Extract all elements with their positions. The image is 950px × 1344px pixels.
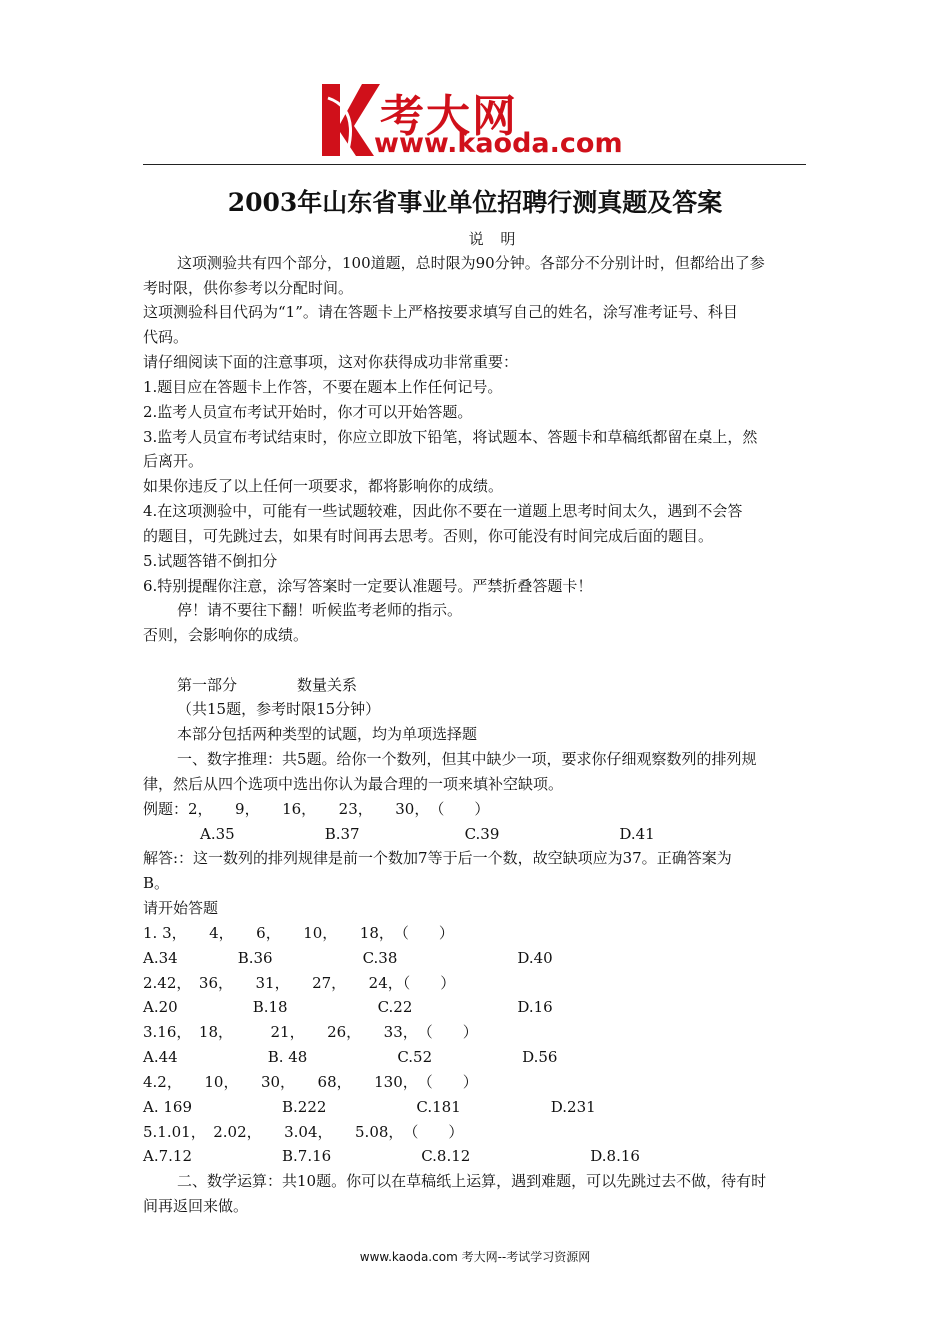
options-line: A. 169 B.222 C.181 D.231: [143, 1098, 596, 1116]
options-line: A.7.12 B.7.16 C.8.12 D.8.16: [143, 1147, 640, 1165]
logo-url-text: www.kaoda.com: [374, 128, 623, 159]
k-logo-icon: [318, 80, 382, 158]
text-line: （共15题，参考时限15分钟）: [177, 700, 381, 718]
question-line: 5.1.01， 2.02， 3.04， 5.08， （ ）: [143, 1123, 464, 1141]
text-line: 请仔细阅读下面的注意事项，这对你获得成功非常重要：: [143, 353, 519, 371]
text-line: 2.监考人员宣布考试开始时，你才可以开始答题。: [143, 403, 473, 421]
question-line: 3.16， 18， 21， 26， 33， （ ）: [143, 1023, 478, 1041]
logo-chinese-text: 考大网: [380, 91, 518, 142]
text-line: 解答:：这一数列的排列规律是前一个数加7等于后一个数，故空缺项应为37。正确答案为: [143, 849, 732, 867]
text-line: 1.题目应在答题卡上作答，不要在题本上作任何记号。: [143, 378, 503, 396]
text-line: 3.监考人员宣布考试结束时，你应立即放下铅笔，将试题本、答题卡和草稿纸都留在桌上，然: [143, 428, 758, 446]
text-line: 律，然后从四个选项中选出你认为最合理的一项来填补空缺项。: [143, 775, 564, 793]
text-line: 如果你违反了以上任何一项要求，都将影响你的成绩。: [143, 477, 504, 495]
text-line: 请开始答题: [143, 899, 219, 917]
options-line: A.44 B. 48 C.52 D.56: [143, 1048, 558, 1066]
text-line: 停！请不要往下翻！听候监考老师的指示。: [177, 601, 463, 619]
text-line: B。: [143, 874, 170, 892]
kaoda-logo: [318, 80, 648, 160]
text-line: 代码。: [143, 328, 189, 346]
text-line: 考时限，供你参考以分配时间。: [143, 279, 354, 297]
page-footer: www.kaoda.com 考大网--考试学习资源网: [359, 1250, 591, 1264]
document-title: 2003年山东省事业单位招聘行测真题及答案: [227, 188, 723, 217]
options-line: A.20 B.18 C.22 D.16: [143, 998, 553, 1016]
text-line: 本部分包括两种类型的试题，均为单项选择题: [177, 725, 478, 743]
question-line: 2.42， 36， 31， 27， 24，（ ）: [143, 974, 456, 992]
header-divider: [143, 164, 806, 165]
text-line: 否则，会影响你的成绩。: [143, 626, 309, 644]
question-line: 4.2， 10， 30， 68， 130， （ ）: [143, 1073, 478, 1091]
text-line: 一、数字推理：共5题。给你一个数列，但其中缺少一项，要求你仔细观察数列的排列规: [177, 750, 757, 768]
text-line: 二、数学运算：共10题。你可以在草稿纸上运算，遇到难题，可以先跳过去不做，待有时: [177, 1172, 767, 1190]
options-line: A.34 B.36 C.38 D.40: [143, 949, 553, 967]
text-line: 间再返回来做。: [143, 1197, 249, 1215]
text-line: 后离开。: [143, 452, 204, 470]
text-line: 4.在这项测验中，可能有一些试题较难，因此你不要在一道题上思考时间太久，遇到不会答: [143, 502, 743, 520]
text-line: 5.试题答错不倒扣分: [143, 552, 278, 570]
instructions-heading: 说 明: [468, 230, 522, 248]
text-line: 这项测验共有四个部分，100道题，总时限为90分钟。各部分不分别计时，但都给出了参: [177, 254, 765, 272]
text-line: A.35 B.37 C.39 D.41: [200, 825, 655, 843]
text-line: 6.特别提醒你注意，涂写答案时一定要认准题号。严禁折叠答题卡！: [143, 577, 593, 595]
section-heading: 第一部分 数量关系: [177, 676, 358, 694]
text-line: 例题：2， 9， 16， 23， 30， （ ）: [143, 800, 490, 818]
question-line: 1. 3， 4， 6， 10， 18， （ ）: [143, 924, 454, 942]
text-line: 的题目，可先跳过去，如果有时间再去思考。否则，你可能没有时间完成后面的题目。: [143, 527, 714, 545]
text-line: 这项测验科目代码为“1”。请在答题卡上严格按要求填写自己的姓名，涂写准考证号、科目: [143, 303, 738, 321]
